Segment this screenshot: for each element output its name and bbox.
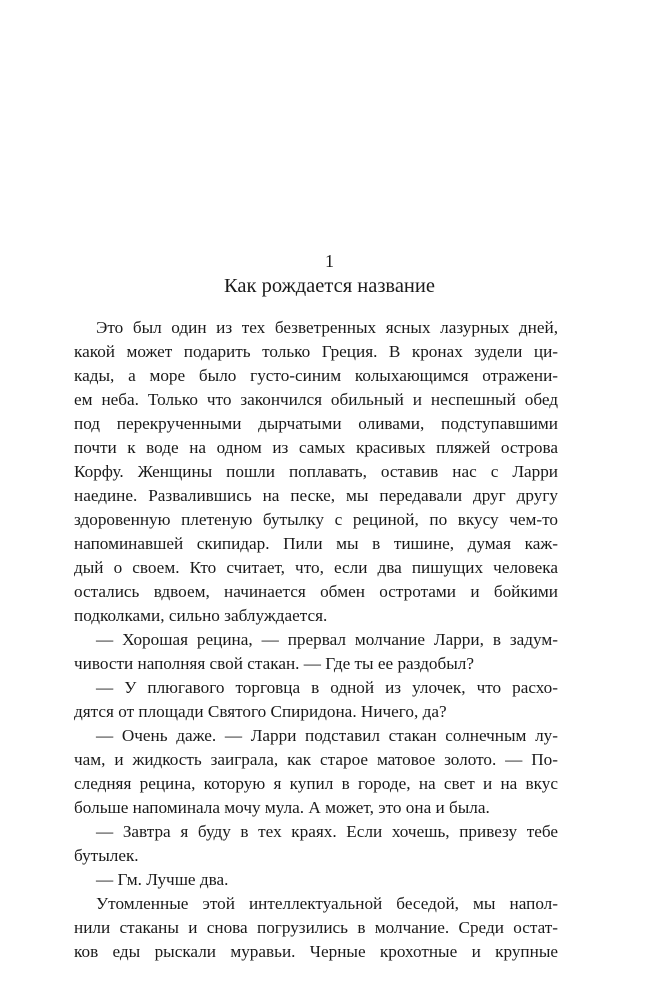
text-line: Утомленные этой интеллектуальной беседой, мы напол- [96,894,558,913]
text-line: нили стаканы и снова погрузились в молчание. Среди остат- [74,918,558,937]
text-line: следняя рецина, которую я купил в городе, на свет и на вкус [74,774,558,793]
text-line: Это был один из тех безветренных ясных лазурных дней, [96,318,558,337]
text-line: наедине. Развалившись на песке, мы передавали друг другу [74,486,558,505]
text-line: остались вдвоем, начинается обмен остротами и бойкими [74,582,558,601]
text-line: какой может подарить только Греция. В кронах зудели ци- [74,342,558,361]
chapter-number: 1 [325,251,334,271]
text-line: ем неба. Только что закончился обильный и неспешный обед [74,390,558,409]
text-line: чам, и жидкость заиграла, как старое матовое золото. — По- [74,750,558,769]
text-line: ков еды рыскали муравьи. Черные крохотные и крупные [74,942,558,961]
text-line: дый о своем. Кто считает, что, если два пишущих человека [74,558,558,577]
text-line: — У плюгавого торговца в одной из улочек, что расхо- [96,678,558,697]
text-line: Корфу. Женщины пошли поплавать, оставив нас с Ларри [74,462,558,481]
text-line: больше напоминала мочу мула. А может, это она и была. [74,798,490,817]
chapter-body-text [74,316,558,964]
text-line: подколками, сильно заблуждается. [74,606,328,625]
text-line: почти к воде на одном из самых красивых пляжей острова [74,438,558,457]
text-line: чивости наполняя свой стакан. — Где ты ее раздобыл? [74,654,474,673]
text-line: здоровенную плетеную бутылку с рециной, по вкусу чем-то [74,510,558,529]
text-line: бутылек. [74,846,139,865]
text-line: — Очень даже. — Ларри подставил стакан солнечным лу- [96,726,558,745]
chapter-title: Как рождается название [224,275,435,297]
text-line: дятся от площади Святого Спиридона. Ничего, да? [74,702,447,721]
text-line: — Гм. Лучше два. [96,870,229,889]
text-line: — Хорошая рецина, — прервал молчание Ларри, в задум- [96,630,558,649]
text-line: кады, а море было густо-синим колыхающимся отражени- [74,366,558,385]
text-line: напоминавшей скипидар. Пили мы в тишине, думая каж- [74,534,558,553]
text-line: — Завтра я буду в тех краях. Если хочешь, привезу тебе [96,822,558,841]
text-line: под перекрученными дырчатыми оливами, подступавшими [74,414,558,433]
